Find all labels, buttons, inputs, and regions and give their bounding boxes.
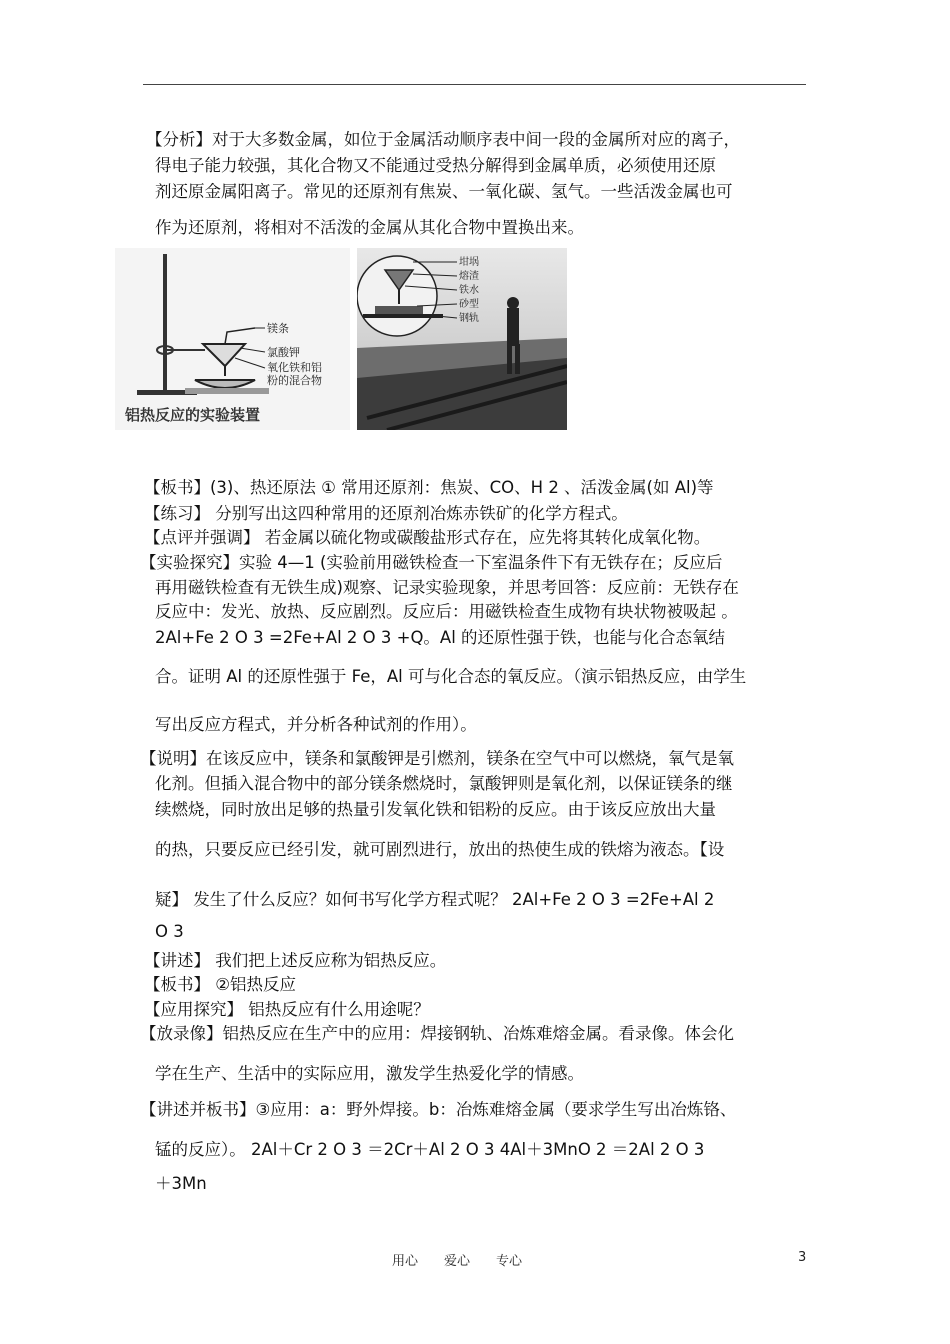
figure-caption: 铝热反应的实验装置: [125, 406, 261, 424]
text-line: 学在生产、生活中的实际应用，激发学生热爱化学的情感。: [155, 1064, 584, 1083]
text-line: 作为还原剂，将相对不活泼的金属从其化合物中置换出来。: [155, 218, 584, 237]
label-rail: 钢轨: [459, 313, 479, 324]
text-line: 【放录像】铝热反应在生产中的应用：焊接钢轨、冶炼难熔金属。看录像。体会化: [140, 1024, 734, 1043]
text-line: 再用磁铁检查有无铁生成)观察、记录实验现象，并思考回答：反应前：无铁存在: [155, 578, 739, 597]
text-line: 【说明】在该反应中，镁条和氯酸钾是引燃剂，镁条在空气中可以燃烧，氧气是氧: [140, 749, 734, 768]
text-line: 剂还原金属阳离子。常见的还原剂有焦炭、一氧化碳、氢气。一些活泼金属也可: [155, 182, 733, 201]
text-line: 【练习】 分别写出这四种常用的还原剂冶炼赤铁矿的化学方程式。: [144, 504, 628, 523]
text-line: 疑】 发生了什么反应？如何书写化学方程式呢？ 2Al+Fe 2 O 3 =2Fe+Al 2: [155, 890, 715, 909]
text-line: 【讲述并板书】③应用：a：野外焊接。b：冶炼难熔金属（要求学生写出冶炼铬、: [140, 1100, 737, 1119]
footer-text: 用心 爱心 专心: [392, 1254, 523, 1269]
text-line: 【分析】对于大多数金属，如位于金属活动顺序表中间一段的金属所对应的离子，: [146, 130, 740, 149]
text-line: 续燃烧，同时放出足够的热量引发氧化铁和铝粉的反应。由于该反应放出大量: [155, 800, 716, 819]
label-mg: 镁条: [267, 322, 289, 335]
text-line: 的热，只要反应已经引发，就可剧烈进行，放出的热使生成的铁熔为液态。【设: [155, 840, 725, 859]
apparatus-diagram: [115, 248, 350, 430]
label-molten-iron: 铁水: [459, 285, 479, 296]
text-line: 锰的反应）。 2Al＋Cr 2 O 3 ＝2Cr＋Al 2 O 3 4Al＋3MnO 2 ＝2Al 2 O 3: [155, 1140, 705, 1159]
label-mix-1: 氧化铁和铝: [267, 361, 322, 374]
text-line: ＋3Mn: [155, 1174, 207, 1193]
label-kclo3: 氯酸钾: [267, 346, 300, 359]
text-line: 【板书】(3)、热还原法 ① 常用还原剂：焦炭、CO、H 2 、活泼金属(如 Al)等: [144, 478, 714, 497]
figure-apparatus: [115, 248, 350, 430]
text-line: O 3: [155, 922, 184, 941]
text-line: 【讲述】 我们把上述反应称为铝热反应。: [144, 951, 447, 970]
label-crucible: 坩埚: [459, 257, 479, 268]
label-mix-2: 粉的混合物: [267, 374, 322, 387]
rail-welding-photo: [357, 248, 567, 430]
text-line: 【实验探究】实验 4—1 (实验前用磁铁检查一下室温条件下有无铁存在；反应后: [140, 553, 723, 572]
text-line: 得电子能力较强，其化合物又不能通过受热分解得到金属单质，必须使用还原: [155, 156, 716, 175]
text-line: 化剂。但插入混合物中的部分镁条燃烧时，氯酸钾则是氧化剂，以保证镁条的继: [155, 774, 733, 793]
text-line: 反应中：发光、放热、反应剧烈。反应后：用磁铁检查生成物有块状物被吸起 。: [155, 602, 738, 621]
page-number: 3: [798, 1250, 807, 1265]
label-slag: 熔渣: [459, 271, 479, 282]
label-sand-mold: 砂型: [459, 299, 479, 310]
text-line: 【应用探究】 铝热反应有什么用途呢？: [144, 1000, 430, 1019]
header-rule: [143, 84, 806, 85]
text-line: 合。证明 Al 的还原性强于 Fe，Al 可与化合态的氧反应。（演示铝热反应，由学生: [155, 667, 747, 686]
text-line: 2Al+Fe 2 O 3 =2Fe+Al 2 O 3 +Q。Al 的还原性强于铁，也能与化合态氧结: [155, 628, 726, 647]
text-line: 【点评并强调】 若金属以硫化物或碳酸盐形式存在，应先将其转化成氧化物。: [144, 528, 711, 547]
text-line: 【板书】 ②铝热反应: [144, 975, 297, 994]
figure-rail-welding: [357, 248, 567, 430]
text-line: 写出反应方程式，并分析各种试剂的作用）。: [155, 715, 477, 734]
